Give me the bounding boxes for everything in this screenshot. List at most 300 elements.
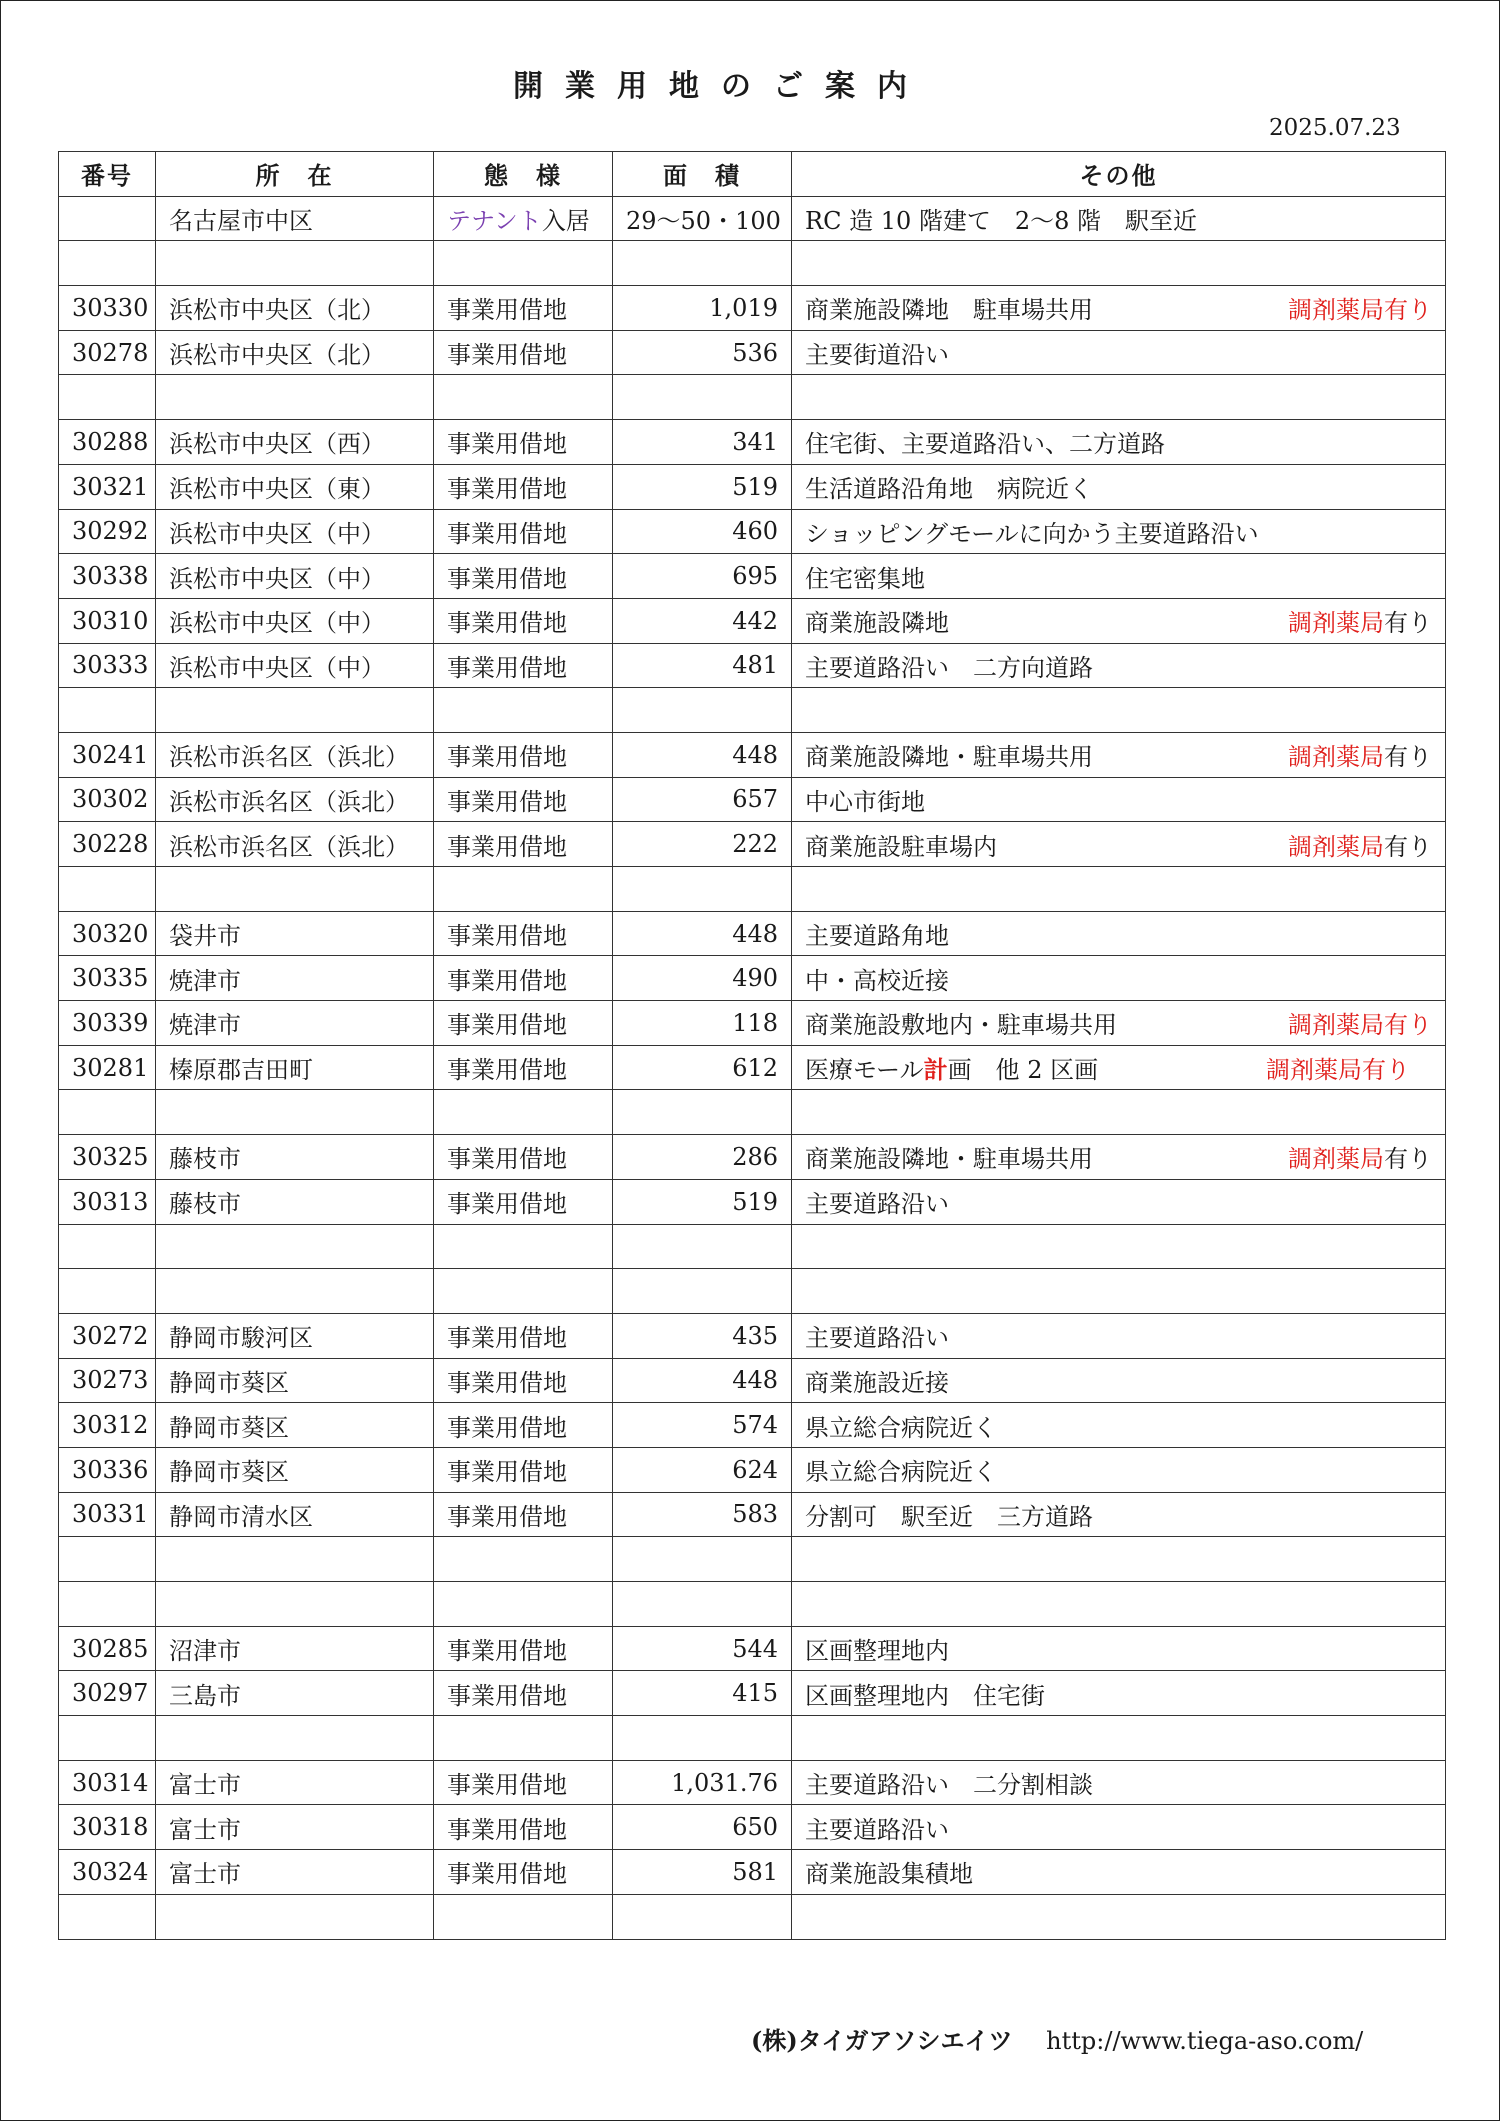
other-text-pre: 医療モール xyxy=(805,1056,924,1085)
cell-number: 30325 xyxy=(59,1135,156,1180)
pharmacy-badge xyxy=(1288,827,1432,862)
cell-location: 浜松市中央区（中） xyxy=(156,554,434,599)
pharmacy-badge-suffix: 有り xyxy=(1384,832,1432,861)
pharmacy-badge xyxy=(1288,1005,1432,1040)
table-row xyxy=(59,598,1446,643)
other-content xyxy=(805,737,1432,772)
cell-type: 事業用借地 xyxy=(434,1805,613,1850)
pharmacy-badge-label: 調剤薬局 xyxy=(1288,609,1384,638)
other-text-rest: 画 他 2 区画 xyxy=(947,1056,1099,1085)
cell-location: 浜松市中央区（中） xyxy=(156,643,434,688)
cell-area: 435 xyxy=(613,1313,792,1358)
cell-location: 富士市 xyxy=(156,1850,434,1895)
other-text: 商業施設隣地・駐車場共用 xyxy=(805,1145,1093,1174)
other-content xyxy=(805,603,1432,638)
cell-number xyxy=(59,1716,156,1761)
cell-type: 事業用借地 xyxy=(434,1135,613,1180)
cell-area: 460 xyxy=(613,509,792,554)
other-text: 主要街道沿い xyxy=(805,341,949,370)
cell-number: 30278 xyxy=(59,330,156,375)
other-content xyxy=(805,1184,1432,1219)
pharmacy-badge xyxy=(1288,290,1432,325)
cell-type: 事業用借地 xyxy=(434,1045,613,1090)
pharmacy-badge-suffix: 有り xyxy=(1384,743,1432,772)
cell-number: 30297 xyxy=(59,1671,156,1716)
cell-area xyxy=(613,1716,792,1761)
pharmacy-badge xyxy=(1266,1050,1410,1085)
cell-type xyxy=(434,1582,613,1627)
cell-area xyxy=(613,1269,792,1314)
other-text: 中・高校近接 xyxy=(805,966,949,995)
cell-other xyxy=(792,1045,1446,1090)
table-row xyxy=(59,1492,1446,1537)
cell-location: 浜松市浜名区（浜北） xyxy=(156,777,434,822)
cell-number xyxy=(59,867,156,912)
cell-location: 浜松市中央区（東） xyxy=(156,464,434,509)
other-text: 商業施設集積地 xyxy=(805,1860,973,1889)
cell-location: 焼津市 xyxy=(156,1001,434,1046)
cell-number: 30324 xyxy=(59,1850,156,1895)
pharmacy-badge-label: 調剤薬局有り xyxy=(1288,296,1432,325)
cell-number: 30314 xyxy=(59,1760,156,1805)
cell-other xyxy=(792,1760,1446,1805)
document-date: 2025.07.23 xyxy=(1269,115,1401,141)
cell-location: 沼津市 xyxy=(156,1626,434,1671)
table-row xyxy=(59,1805,1446,1850)
table-row xyxy=(59,1224,1446,1269)
cell-other xyxy=(792,1090,1446,1135)
table-row xyxy=(59,464,1446,509)
other-text: 商業施設隣地 駐車場共用 xyxy=(805,296,1093,325)
other-text: 生活道路沿角地 病院近く xyxy=(805,475,1093,504)
cell-area: 118 xyxy=(613,1001,792,1046)
other-content xyxy=(805,514,1432,549)
table-row xyxy=(59,1135,1446,1180)
cell-type: 事業用借地 xyxy=(434,420,613,465)
cell-number: 30333 xyxy=(59,643,156,688)
other-content xyxy=(805,1050,1432,1085)
cell-location: 浜松市中央区（中） xyxy=(156,509,434,554)
cell-other xyxy=(792,1224,1446,1269)
cell-area: 695 xyxy=(613,554,792,599)
cell-other xyxy=(792,1447,1446,1492)
cell-location xyxy=(156,1716,434,1761)
other-content xyxy=(805,782,1432,817)
table-row xyxy=(59,420,1446,465)
cell-other: RC 造 10 階建て 2～8 階 駅至近 xyxy=(792,196,1446,241)
cell-type: 事業用借地 xyxy=(434,822,613,867)
other-content xyxy=(805,559,1432,594)
cell-other xyxy=(792,688,1446,733)
other-content xyxy=(805,1810,1432,1845)
table-row xyxy=(59,643,1446,688)
cell-number: 30331 xyxy=(59,1492,156,1537)
cell-location: 静岡市葵区 xyxy=(156,1447,434,1492)
other-text: 主要道路沿い xyxy=(805,1190,949,1219)
cell-type xyxy=(434,1090,613,1135)
other-text xyxy=(805,1050,1098,1085)
cell-number xyxy=(59,375,156,420)
other-content xyxy=(805,1497,1432,1532)
cell-location: 焼津市 xyxy=(156,956,434,1001)
cell-type xyxy=(434,1716,613,1761)
cell-other xyxy=(792,509,1446,554)
cell-number: 30302 xyxy=(59,777,156,822)
other-content xyxy=(805,648,1432,683)
table-row xyxy=(59,1269,1446,1314)
cell-other xyxy=(792,1179,1446,1224)
other-text: 商業施設隣地 xyxy=(805,609,949,638)
cell-location xyxy=(156,375,434,420)
cell-location: 榛原郡吉田町 xyxy=(156,1045,434,1090)
table-row xyxy=(59,1760,1446,1805)
cell-other xyxy=(792,867,1446,912)
cell-type: 事業用借地 xyxy=(434,777,613,822)
cell-other xyxy=(792,822,1446,867)
other-text: 商業施設敷地内・駐車場共用 xyxy=(805,1011,1117,1040)
cell-area: 574 xyxy=(613,1403,792,1448)
cell-type: 事業用借地 xyxy=(434,643,613,688)
cell-number: 30321 xyxy=(59,464,156,509)
cell-other xyxy=(792,1626,1446,1671)
tenant-highlight: テナント xyxy=(447,207,542,236)
cell-other xyxy=(792,1716,1446,1761)
table-row xyxy=(59,822,1446,867)
cell-area: 624 xyxy=(613,1447,792,1492)
table-row xyxy=(59,1001,1446,1046)
other-text: ショッピングモールに向かう主要道路沿い xyxy=(805,519,1259,548)
cell-area xyxy=(613,1582,792,1627)
cell-other xyxy=(792,1358,1446,1403)
other-text: 住宅街、主要道路沿い、二方道路 xyxy=(805,430,1165,459)
cell-type xyxy=(434,1894,613,1939)
cell-other xyxy=(792,1894,1446,1939)
table-row xyxy=(59,1447,1446,1492)
cell-type xyxy=(434,867,613,912)
cell-type xyxy=(434,1269,613,1314)
header-location: 所 在 xyxy=(156,152,434,197)
cell-other xyxy=(792,1135,1446,1180)
table-row xyxy=(59,1716,1446,1761)
cell-number: 30339 xyxy=(59,1001,156,1046)
cell-area: 442 xyxy=(613,598,792,643)
cell-number xyxy=(59,1582,156,1627)
cell-location: 藤枝市 xyxy=(156,1135,434,1180)
cell-type: 事業用借地 xyxy=(434,330,613,375)
cell-area: 448 xyxy=(613,1358,792,1403)
other-content xyxy=(805,961,1432,996)
cell-location xyxy=(156,688,434,733)
table-row xyxy=(59,1582,1446,1627)
other-content xyxy=(805,1005,1432,1040)
other-content xyxy=(805,335,1432,370)
cell-location xyxy=(156,1582,434,1627)
table-row xyxy=(59,241,1446,286)
cell-area: 222 xyxy=(613,822,792,867)
pharmacy-badge xyxy=(1288,603,1432,638)
cell-area: 544 xyxy=(613,1626,792,1671)
other-text: 区画整理地内 住宅街 xyxy=(805,1681,1045,1710)
cell-location: 浜松市中央区（北） xyxy=(156,330,434,375)
cell-area: 583 xyxy=(613,1492,792,1537)
cell-number xyxy=(59,1224,156,1269)
table-row xyxy=(59,911,1446,956)
cell-area: 286 xyxy=(613,1135,792,1180)
cell-number: 30285 xyxy=(59,1626,156,1671)
cell-other xyxy=(792,1492,1446,1537)
property-table xyxy=(58,151,1446,1940)
other-content xyxy=(805,1676,1432,1711)
cell-type: 事業用借地 xyxy=(434,554,613,599)
cell-area: 650 xyxy=(613,1805,792,1850)
table-header-row xyxy=(59,152,1446,197)
cell-other xyxy=(792,330,1446,375)
cell-other xyxy=(792,554,1446,599)
cell-number: 30330 xyxy=(59,286,156,331)
other-text: 中心市街地 xyxy=(805,787,925,816)
cell-other xyxy=(792,1313,1446,1358)
cell-type xyxy=(434,375,613,420)
cell-number: 30288 xyxy=(59,420,156,465)
other-text: 商業施設隣地・駐車場共用 xyxy=(805,743,1093,772)
cell-number: 30241 xyxy=(59,732,156,777)
table-row xyxy=(59,1850,1446,1895)
cell-type: 事業用借地 xyxy=(434,1313,613,1358)
cell-type: 事業用借地 xyxy=(434,911,613,956)
cell-other xyxy=(792,1805,1446,1850)
cell-location: 名古屋市中区 xyxy=(156,196,434,241)
cell-type: 事業用借地 xyxy=(434,509,613,554)
cell-area: 519 xyxy=(613,1179,792,1224)
cell-number: 30272 xyxy=(59,1313,156,1358)
type-rest: 入居 xyxy=(541,207,590,236)
other-text: 住宅密集地 xyxy=(805,564,925,593)
footer xyxy=(751,2021,1363,2056)
pharmacy-badge-label: 調剤薬局 xyxy=(1288,1145,1384,1174)
cell-area: 448 xyxy=(613,911,792,956)
cell-type: 事業用借地 xyxy=(434,1403,613,1448)
cell-area: 536 xyxy=(613,330,792,375)
cell-area xyxy=(613,1090,792,1135)
cell-other xyxy=(792,241,1446,286)
cell-type: 事業用借地 xyxy=(434,1001,613,1046)
cell-type: 事業用借地 xyxy=(434,1447,613,1492)
other-text: 主要道路沿い xyxy=(805,1324,949,1353)
cell-area xyxy=(613,375,792,420)
cell-location: 静岡市駿河区 xyxy=(156,1313,434,1358)
header-other: その他 xyxy=(792,152,1446,197)
cell-area: 657 xyxy=(613,777,792,822)
cell-location: 三島市 xyxy=(156,1671,434,1716)
table-row xyxy=(59,330,1446,375)
cell-other xyxy=(792,286,1446,331)
cell-type: 事業用借地 xyxy=(434,1850,613,1895)
cell-area xyxy=(613,1537,792,1582)
cell-number xyxy=(59,1537,156,1582)
table-row xyxy=(59,286,1446,331)
cell-area xyxy=(613,867,792,912)
company-url[interactable]: http://www.tiega-aso.com/ xyxy=(1046,2027,1364,2055)
cell-other xyxy=(792,1001,1446,1046)
cell-other xyxy=(792,598,1446,643)
other-content xyxy=(805,1139,1432,1174)
other-text: 分割可 駅至近 三方道路 xyxy=(805,1502,1093,1531)
cell-number xyxy=(59,241,156,286)
cell-location: 藤枝市 xyxy=(156,1179,434,1224)
cell-number: 30292 xyxy=(59,509,156,554)
cell-other xyxy=(792,420,1446,465)
cell-number xyxy=(59,196,156,241)
table-row xyxy=(59,1403,1446,1448)
cell-area: 612 xyxy=(613,1045,792,1090)
cell-number xyxy=(59,1090,156,1135)
cell-location: 浜松市中央区（北） xyxy=(156,286,434,331)
cell-type: 事業用借地 xyxy=(434,732,613,777)
pharmacy-badge-label: 調剤薬局 xyxy=(1288,832,1384,861)
cell-number: 30281 xyxy=(59,1045,156,1090)
company-name: (株)タイガアソシエイツ xyxy=(751,2026,1013,2055)
table-row xyxy=(59,1090,1446,1135)
cell-type: 事業用借地 xyxy=(434,464,613,509)
table-row xyxy=(59,777,1446,822)
cell-number: 30318 xyxy=(59,1805,156,1850)
table-row xyxy=(59,956,1446,1001)
cell-number: 30312 xyxy=(59,1403,156,1448)
header-type: 態 様 xyxy=(434,152,613,197)
cell-location xyxy=(156,1537,434,1582)
cell-number: 30320 xyxy=(59,911,156,956)
cell-number xyxy=(59,1894,156,1939)
page-title: 開業用地のご案内 xyxy=(513,69,929,104)
other-content xyxy=(805,290,1432,325)
cell-location xyxy=(156,1224,434,1269)
other-content xyxy=(805,469,1432,504)
cell-area: 415 xyxy=(613,1671,792,1716)
pharmacy-badge xyxy=(1288,737,1432,772)
pharmacy-badge-suffix: 有り xyxy=(1384,1145,1432,1174)
pharmacy-badge-suffix: 有り xyxy=(1384,609,1432,638)
cell-type: 事業用借地 xyxy=(434,1760,613,1805)
cell-number: 30313 xyxy=(59,1179,156,1224)
cell-type xyxy=(434,688,613,733)
cell-other xyxy=(792,1403,1446,1448)
table-row xyxy=(59,509,1446,554)
header-area: 面 積 xyxy=(613,152,792,197)
cell-location: 静岡市葵区 xyxy=(156,1403,434,1448)
other-content xyxy=(805,1408,1432,1443)
cell-other xyxy=(792,911,1446,956)
other-text: 県立総合病院近く xyxy=(805,1458,997,1487)
cell-area: 1,019 xyxy=(613,286,792,331)
table-row xyxy=(59,867,1446,912)
cell-other xyxy=(792,1537,1446,1582)
other-text: 区画整理地内 xyxy=(805,1637,949,1666)
other-content xyxy=(805,1452,1432,1487)
cell-type xyxy=(434,1224,613,1269)
cell-type: 事業用借地 xyxy=(434,1492,613,1537)
cell-location: 静岡市清水区 xyxy=(156,1492,434,1537)
cell-location: 袋井市 xyxy=(156,911,434,956)
other-content xyxy=(805,1765,1432,1800)
cell-number xyxy=(59,688,156,733)
other-text: 商業施設近接 xyxy=(805,1368,949,1397)
cell-number: 30228 xyxy=(59,822,156,867)
header-number: 番号 xyxy=(59,152,156,197)
cell-location: 浜松市中央区（中） xyxy=(156,598,434,643)
cell-location: 静岡市葵区 xyxy=(156,1358,434,1403)
cell-location xyxy=(156,1269,434,1314)
table-row xyxy=(59,1045,1446,1090)
cell-location: 富士市 xyxy=(156,1805,434,1850)
cell-number xyxy=(59,1269,156,1314)
cell-area: 490 xyxy=(613,956,792,1001)
table-row xyxy=(59,1671,1446,1716)
cell-other xyxy=(792,1269,1446,1314)
cell-other xyxy=(792,375,1446,420)
cell-other xyxy=(792,732,1446,777)
table-row xyxy=(59,1894,1446,1939)
cell-type: 事業用借地 xyxy=(434,956,613,1001)
cell-location: 富士市 xyxy=(156,1760,434,1805)
cell-location xyxy=(156,1894,434,1939)
cell-number: 30338 xyxy=(59,554,156,599)
cell-type: 事業用借地 xyxy=(434,598,613,643)
cell-number: 30336 xyxy=(59,1447,156,1492)
cell-number: 30273 xyxy=(59,1358,156,1403)
cell-type: 事業用借地 xyxy=(434,286,613,331)
cell-location xyxy=(156,241,434,286)
cell-type: 事業用借地 xyxy=(434,1358,613,1403)
table-row xyxy=(59,732,1446,777)
table-row xyxy=(59,1313,1446,1358)
cell-area: 29～50・100 xyxy=(613,196,792,241)
cell-other xyxy=(792,1671,1446,1716)
cell-other xyxy=(792,1582,1446,1627)
cell-area xyxy=(613,1894,792,1939)
cell-number: 30335 xyxy=(59,956,156,1001)
cell-other xyxy=(792,777,1446,822)
table-row xyxy=(59,1179,1446,1224)
other-content xyxy=(805,1363,1432,1398)
other-text: 主要道路沿い 二方向道路 xyxy=(805,653,1093,682)
cell-type xyxy=(434,196,613,241)
cell-location: 浜松市浜名区（浜北） xyxy=(156,732,434,777)
other-content xyxy=(805,1318,1432,1353)
cell-other xyxy=(792,464,1446,509)
cell-other xyxy=(792,1850,1446,1895)
other-text: 主要道路沿い xyxy=(805,1815,949,1844)
table-row xyxy=(59,375,1446,420)
cell-location: 浜松市中央区（西） xyxy=(156,420,434,465)
other-content xyxy=(805,1631,1432,1666)
cell-location xyxy=(156,867,434,912)
cell-type xyxy=(434,241,613,286)
table-row xyxy=(59,1537,1446,1582)
cell-area: 1,031.76 xyxy=(613,1760,792,1805)
cell-type xyxy=(434,1537,613,1582)
other-content xyxy=(805,424,1432,459)
cell-area: 481 xyxy=(613,643,792,688)
table-row xyxy=(59,688,1446,733)
cell-other xyxy=(792,643,1446,688)
cell-area: 341 xyxy=(613,420,792,465)
other-content xyxy=(805,827,1432,862)
cell-area: 519 xyxy=(613,464,792,509)
cell-number: 30310 xyxy=(59,598,156,643)
cell-type: 事業用借地 xyxy=(434,1671,613,1716)
cell-area xyxy=(613,1224,792,1269)
other-text: 商業施設駐車場内 xyxy=(805,832,997,861)
